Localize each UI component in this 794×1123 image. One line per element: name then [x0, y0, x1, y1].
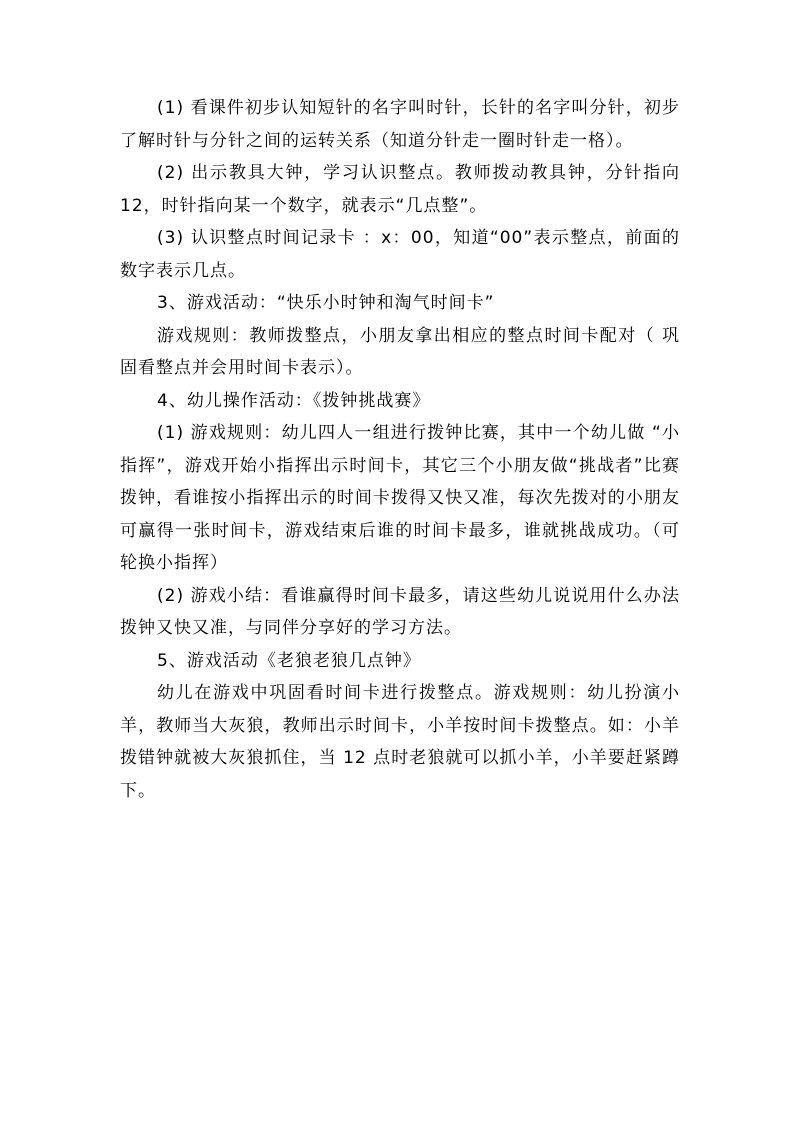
paragraph-8: (2) 游戏小结：看谁赢得时间卡最多，请这些幼儿说说用什么办法拨钟又快又准，与同伴分享好的学习方法。	[120, 585, 680, 638]
section-heading-4: 4、幼儿操作活动：《拨钟挑战赛》	[157, 390, 431, 411]
document-body	[120, 92, 680, 807]
paragraph-10: 幼儿在游戏中巩固看时间卡进行拨整点。游戏规则：幼儿扮演小羊，教师当大灰狼，教师出示时间卡，小羊按时间卡拨整点。如：小羊拨错钟就被大灰狼抓住，当 12 点时老狼就可以抓小羊，小羊要赶紧蹲下。	[120, 683, 680, 801]
paragraph-2: (2) 出示教具大钟，学习认识整点。教师拨动教具钟，分针指向 12，时针指向某一个数字，就表示“几点整”。	[120, 163, 680, 216]
paragraph-5: 游戏规则：教师拨整点，小朋友拿出相应的整点时间卡配对（ 巩固看整点并会用时间卡表示）。	[120, 325, 680, 378]
section-heading-3: 3、游戏活动：“快乐小时钟和淘气时间卡”	[157, 293, 495, 313]
paragraph-7: (1) 游戏规则：幼儿四人一组进行拨钟比赛，其中一个幼儿做 “小指挥”，游戏开始小指挥出示时间卡，其它三个小朋友做“挑战者”比赛拨钟，看谁按小指挥出示的时间卡拨得又快又准，每次先拨对的小朋友可赢得一张时间卡，游戏结束后谁的时间卡最多，谁就挑战成功。（可轮换小指挥）	[120, 423, 680, 573]
section-heading-5: 5、游戏活动《老狼老狼几点钟》	[157, 650, 421, 671]
paragraph-1: (1) 看课件初步认知短针的名字叫时针，长针的名字叫分针，初步了解时针与分针之间的运转关系（知道分针走一圈时针走一格）。	[120, 98, 680, 151]
paragraph-3: (3) 认识整点时间记录卡 ：x：00，知道“00”表示整点，前面的数字表示几点。	[120, 228, 680, 281]
